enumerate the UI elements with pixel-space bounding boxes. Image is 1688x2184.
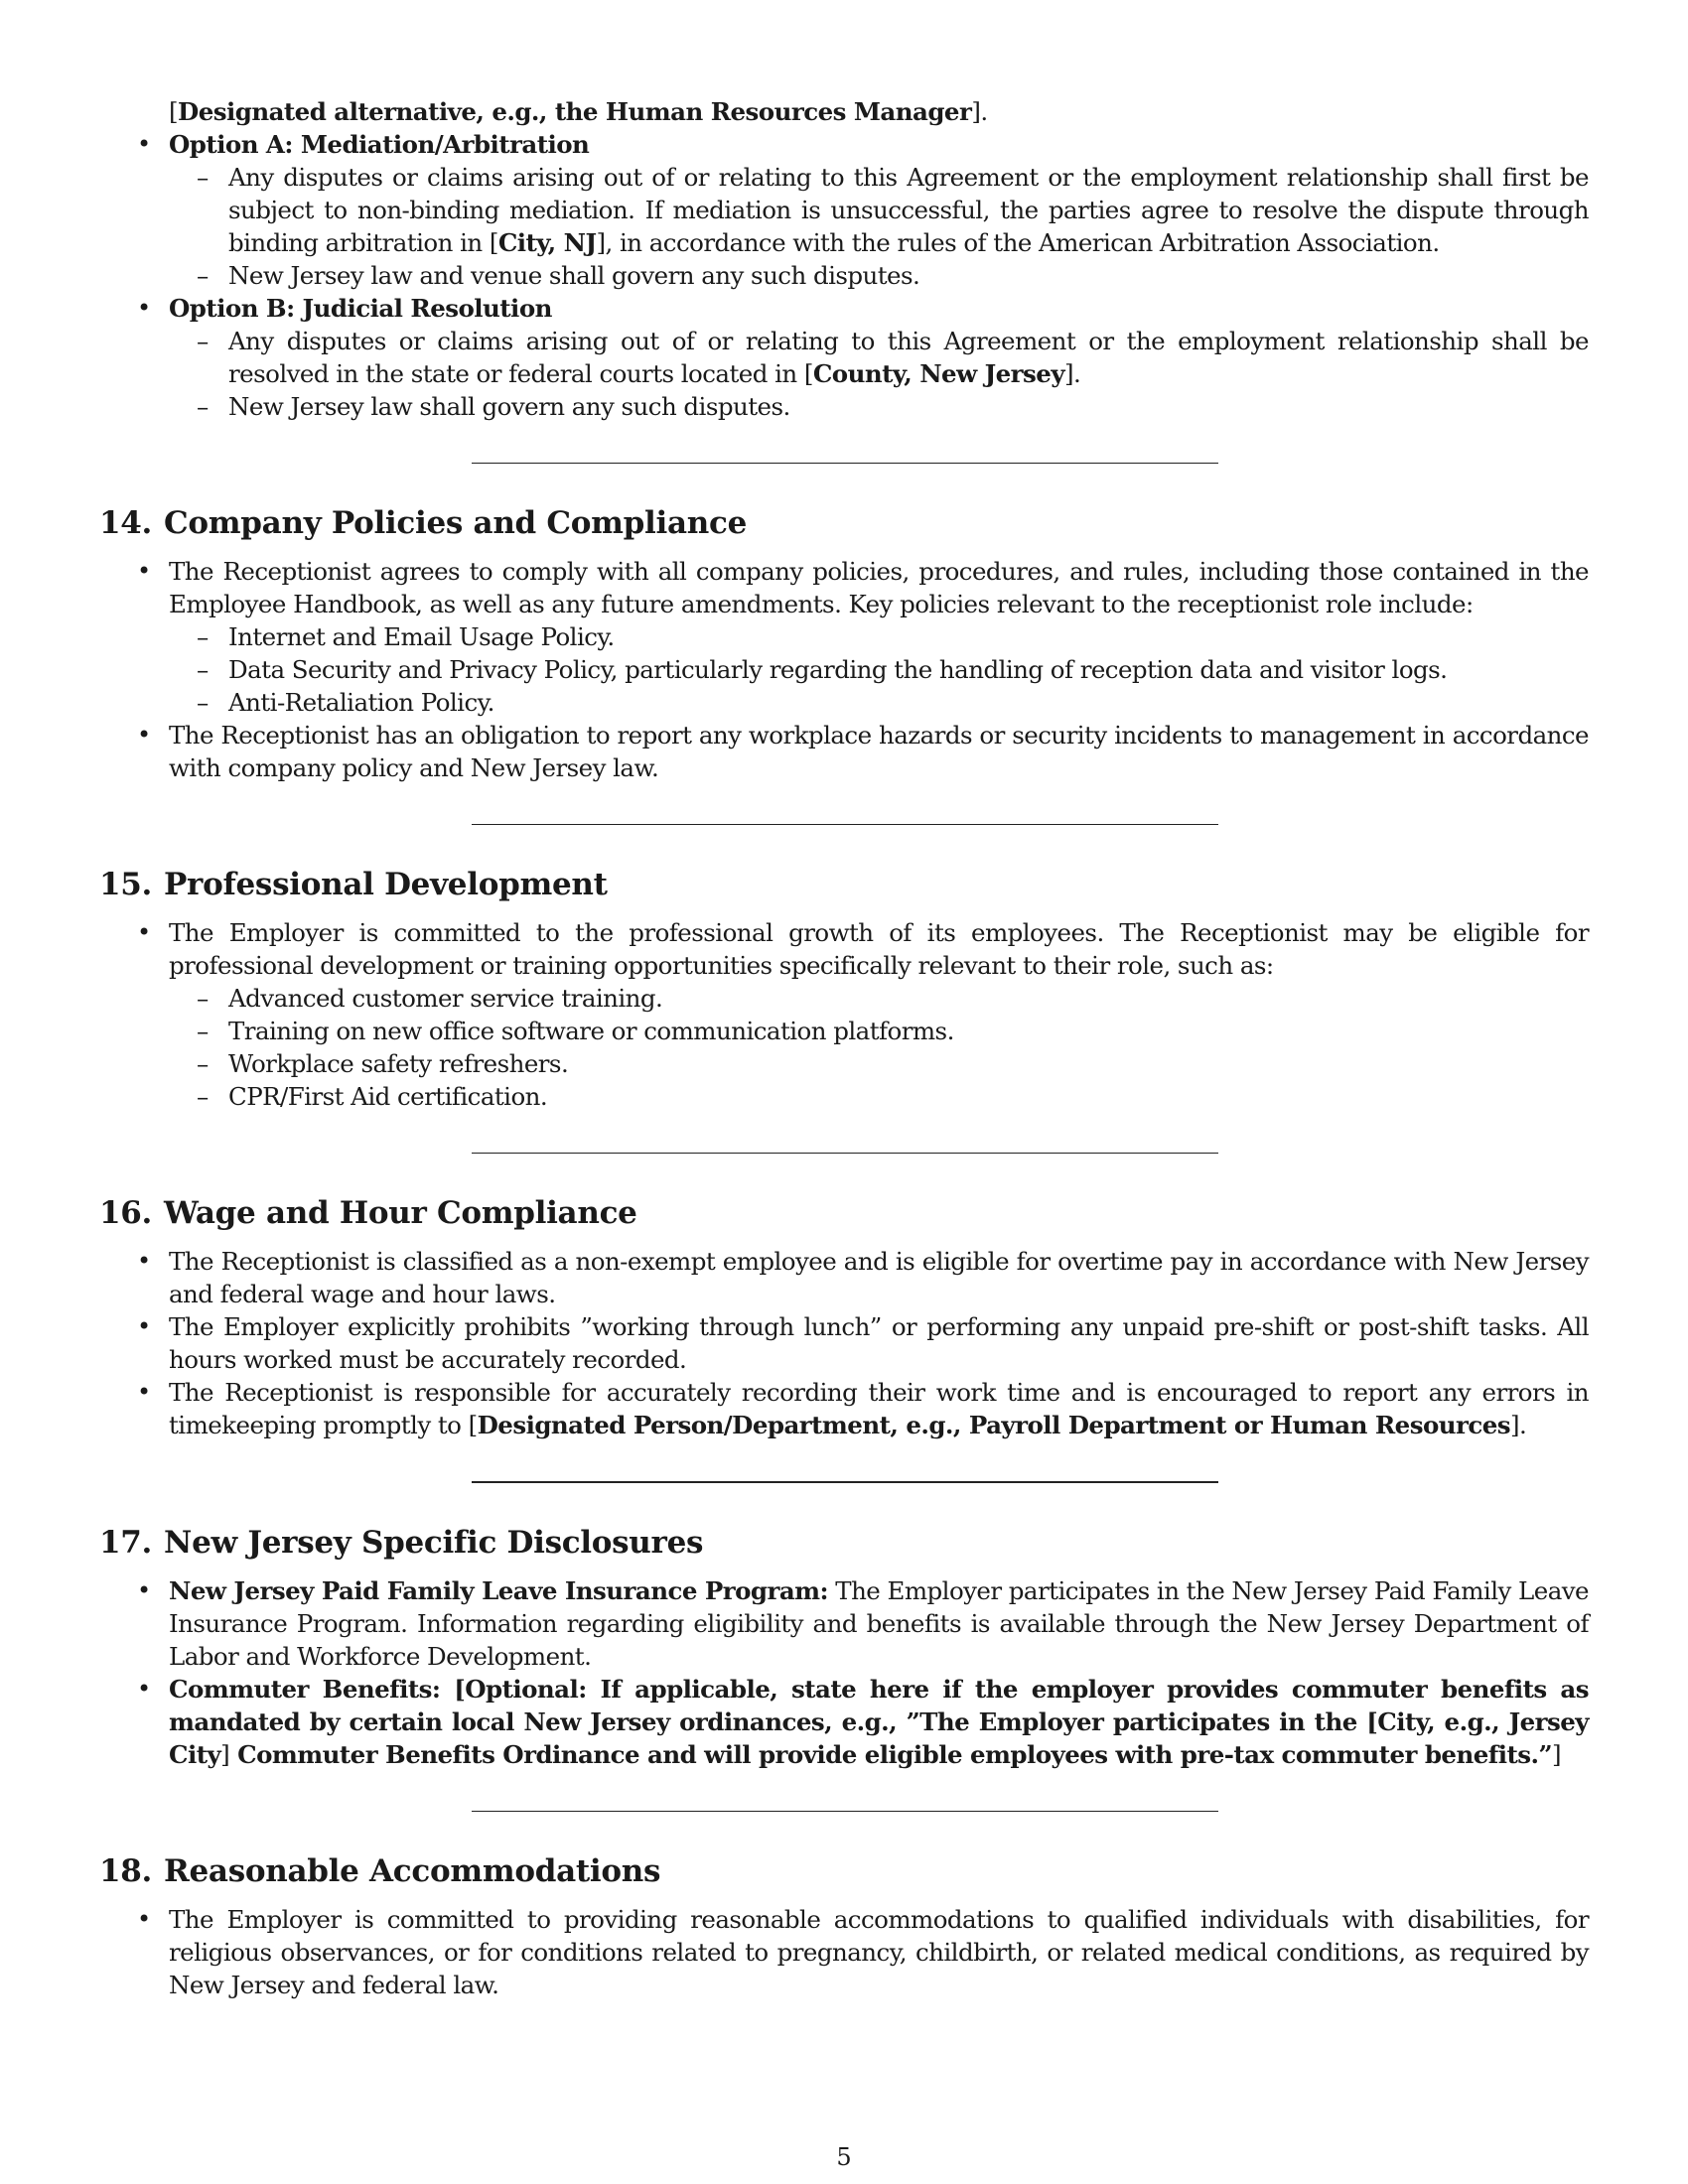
option-a-title: Option A: Mediation/Arbitration: [169, 130, 590, 159]
section-14-list: [99, 555, 1589, 784]
section-divider: [472, 1811, 1218, 1812]
list-item: • The Employer is committed to the professional growth of its employees. The Receptionist may be eligible for professional development or training opportunities specifically relevant to their role, such as: – Advanced customer service training. – Training on new office software or communication platforms. – Workplace safety refreshers. – CPR/First Aid certification.: [99, 916, 1589, 1113]
section-heading-14: 14. Company Policies and Compliance: [99, 505, 748, 541]
section-heading-16: 16. Wage and Hour Compliance: [99, 1195, 637, 1231]
bracket-close: ].: [971, 97, 988, 126]
list-item: – Internet and Email Usage Policy.: [169, 620, 1589, 653]
section-17-list: [99, 1574, 1589, 1771]
option-a: [99, 128, 1589, 292]
option-b: [99, 292, 1589, 423]
section-15-list: [99, 916, 1589, 1113]
option-b-sublist: [169, 325, 1589, 423]
list-item: – New Jersey law and venue shall govern any such disputes.: [169, 259, 1589, 292]
commuter-benefits-label: Commuter Benefits: [Optional: If applicable, state here if the employer provides commuter benefits as mandated by certain local New Jersey ordinances, e.g., ”The Employer participates in the [City, e.g., Jersey City: [169, 1675, 1589, 1769]
section-divider: [472, 463, 1218, 464]
list-item: – Workplace safety refreshers.: [169, 1047, 1589, 1080]
training-sublist: [169, 982, 1589, 1113]
placeholder-county: County, New Jersey: [812, 359, 1064, 388]
list-item: • The Employer explicitly prohibits ”working through lunch” or performing any unpaid pre-shift or post-shift tasks. All hours worked must be accurately recorded.: [99, 1310, 1589, 1376]
list-item: – Any disputes or claims arising out of or relating to this Agreement or the employment relationship shall first be subject to non-binding mediation. If mediation is unsuccessful, the parties agree to resolve the dispute through binding arbitration in [City, NJ], in accordance with the rules of the American Arbitration Association.: [169, 161, 1589, 259]
section-16-list: [99, 1245, 1589, 1441]
section-divider: [472, 1153, 1218, 1154]
list-item: – New Jersey law shall govern any such disputes.: [169, 390, 1589, 423]
list-item: – Training on new office software or communication platforms.: [169, 1015, 1589, 1047]
option-a-sublist: [169, 161, 1589, 292]
list-item: • The Receptionist is classified as a non-exempt employee and is eligible for overtime pay in accordance with New Jersey and federal wage and hour laws.: [99, 1245, 1589, 1310]
paid-family-leave-label: New Jersey Paid Family Leave Insurance Program:: [169, 1576, 829, 1605]
placeholder-designated-person: Designated Person/Department, e.g., Payroll Department or Human Resources: [477, 1411, 1511, 1439]
section-heading-17: 17. New Jersey Specific Disclosures: [99, 1525, 704, 1561]
list-item: – Any disputes or claims arising out of or relating to this Agreement or the employment relationship shall be resolved in the state or federal courts located in [County, New Jersey].: [169, 325, 1589, 390]
continuation-line: [99, 95, 1589, 128]
section-18-list: [99, 1903, 1589, 2001]
placeholder-city: City, NJ: [497, 228, 597, 257]
list-item: – CPR/First Aid certification.: [169, 1080, 1589, 1113]
bracket-open: [: [169, 97, 179, 126]
list-item: • The Receptionist is responsible for accurately recording their work time and is encouraged to report any errors in timekeeping promptly to [Designated Person/Department, e.g., Payroll Department or Human Resources].: [99, 1376, 1589, 1441]
dispute-options-list: [99, 128, 1589, 423]
placeholder-designated-alternative: Designated alternative, e.g., the Human Resources Manager: [178, 97, 972, 126]
list-item: • The Employer is committed to providing reasonable accommodations to qualified individuals with disabilities, for religious observances, or for conditions related to pregnancy, childbirth, or related medical conditions, as required by New Jersey and federal law.: [99, 1903, 1589, 2001]
list-item: – Anti-Retaliation Policy.: [169, 686, 1589, 719]
section-divider: [472, 824, 1218, 825]
section-heading-15: 15. Professional Development: [99, 867, 608, 902]
list-item: • The Receptionist agrees to comply with all company policies, procedures, and rules, including those contained in the Employee Handbook, as well as any future amendments. Key policies relevant to the receptionist role include: – Internet and Email Usage Policy. – Data Security and Privacy Policy, particularly regarding the handling of reception data and visitor logs. – Anti-Retaliation Policy.: [99, 555, 1589, 719]
list-item: • New Jersey Paid Family Leave Insurance Program: The Employer participates in the New Jersey Paid Family Leave Insurance Program. Information regarding eligibility and benefits is available through the New Jersey Department of Labor and Workforce Development.: [99, 1574, 1589, 1673]
list-item: • Commuter Benefits: [Optional: If applicable, state here if the employer provides commuter benefits as mandated by certain local New Jersey ordinances, e.g., ”The Employer participates in the [City, e.g., Jersey City] Commuter Benefits Ordinance and will provide eligible employees with pre-tax commuter benefits.”]: [99, 1673, 1589, 1771]
page-number: 5: [836, 2143, 852, 2171]
list-item: – Data Security and Privacy Policy, particularly regarding the handling of reception data and visitor logs.: [169, 653, 1589, 686]
option-b-title: Option B: Judicial Resolution: [169, 294, 552, 323]
document-page: [99, 95, 1589, 2001]
section-heading-18: 18. Reasonable Accommodations: [99, 1853, 661, 1889]
list-item: – Advanced customer service training.: [169, 982, 1589, 1015]
policies-sublist: [169, 620, 1589, 719]
list-item: • The Receptionist has an obligation to report any workplace hazards or security incidents to management in accordance with company policy and New Jersey law.: [99, 719, 1589, 784]
section-divider: [472, 1481, 1218, 1483]
